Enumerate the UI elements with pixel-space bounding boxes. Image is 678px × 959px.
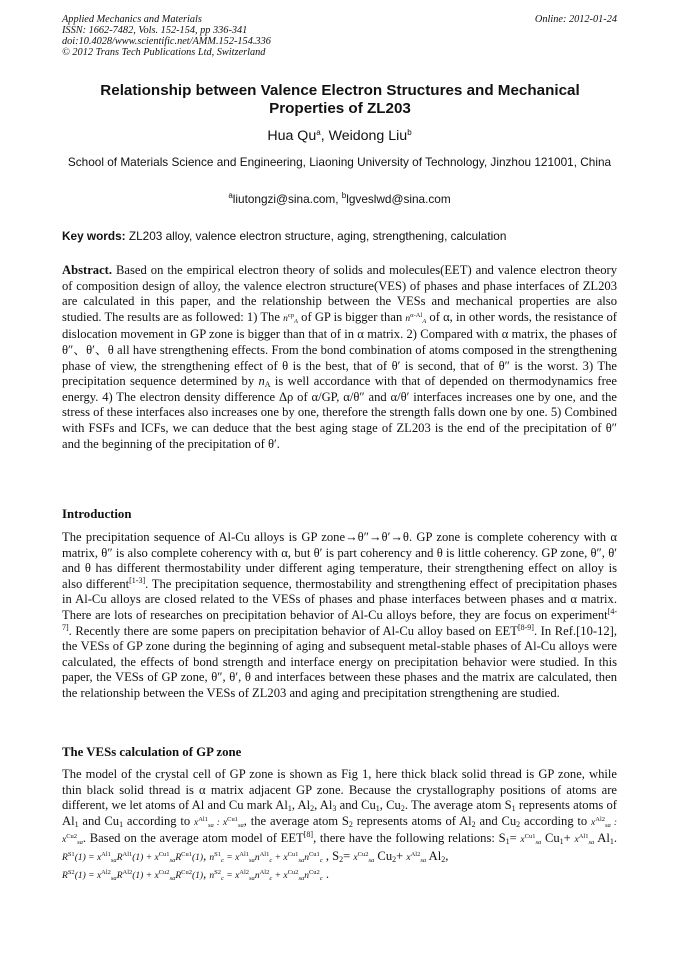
ves-text-20: .	[613, 831, 617, 846]
sub-al2-b: 2	[471, 819, 476, 829]
ratio1-sub2: sa	[238, 821, 244, 829]
ratio2-sub1: sa	[605, 821, 611, 829]
sub-al1: 1	[287, 804, 292, 814]
intro-part-2: . The precipitation sequence, thermostability and strengthening effect of precipitation phases in Al-Cu alloys are closed related to the VESs of phases and phase interfaces between phases and α matrix. There are lots of researches on precipitation behavior of Al-Cu alloys before, they are focus on experiment	[62, 576, 617, 622]
nc2-n2-sub: c	[269, 874, 273, 882]
ratio2-sub2: sa	[77, 839, 83, 847]
rs2-arg: (1)	[74, 870, 86, 881]
keywords	[62, 229, 617, 243]
sub-al2: 2	[310, 804, 315, 814]
author-1-mark: a	[316, 128, 321, 137]
nc-s1-formula	[209, 850, 323, 864]
nc1-n: n	[209, 852, 215, 863]
author-separator: ,	[320, 128, 329, 144]
abstract-part-3: of α, in other words, the resistance of dislocation movement in GP zone is bigger than that of in α matrix. 2) Compared with α matrix, the phases of θ″、θ′、θ all have strengthening effects. From the bond combination of atoms composed in the strengthening phase of view, the strengthening effect of θ is the best, that of θ′ is second, that of θ″ is the worst. 3) The precipitation sequence determined by	[62, 309, 617, 389]
ves-text-8: and Cu	[78, 813, 120, 828]
n-aal-sup: α-Al	[410, 311, 423, 319]
nc1-n2-sup: Al1	[259, 850, 270, 858]
ves-text-28: ,	[203, 866, 210, 881]
rs1-sup: S1	[67, 850, 75, 858]
nc2-n2-sup: Al2	[259, 868, 270, 876]
nc1-eq: =	[223, 852, 236, 863]
abstract-part-2: of GP is bigger than	[298, 309, 406, 324]
rs1-x2: x	[154, 852, 159, 863]
nc2-n3: n	[304, 870, 309, 881]
rs2-r: R	[62, 870, 68, 881]
nc1-n2: n	[254, 852, 260, 863]
nc-s2-formula	[209, 868, 323, 882]
n-aal-sub: A	[422, 317, 427, 325]
s2-x-cu-term	[353, 850, 375, 864]
email-a[interactable]: liutongzi@sina.com	[232, 192, 336, 206]
ves-text-6: . The average atom S	[404, 798, 512, 813]
nc1-x1-sup: Al1	[239, 850, 250, 858]
rs2-x2-sup: Cu2	[158, 868, 170, 876]
r-s1-formula	[62, 850, 204, 864]
ratio1-sup2: Cu1	[227, 815, 239, 823]
email-b-mark: b	[341, 191, 347, 200]
nc1-n3-sub: c	[319, 856, 323, 864]
ves-text-21: ,	[203, 848, 210, 863]
introduction-heading: Introduction	[62, 507, 132, 521]
author-line	[62, 128, 617, 144]
s1-x-cu-term	[520, 835, 541, 845]
ves-text-27: ,	[445, 848, 449, 863]
ves-text-5: , Cu	[379, 798, 401, 813]
s1-cu-x: x	[520, 835, 525, 846]
ves-text-1: The model of the crystal cell of GP zone is shown as Fig 1, here thick black solid thread is GP zone, while thin black solid thread is α matrix adjacent GP zone. Because the crystallography positions of atoms are different, we let atoms of Al and Cu mark Al	[62, 767, 617, 813]
rs1-x2-sup: Cu1	[158, 850, 170, 858]
nc2-x1-sup: Al2	[239, 868, 250, 876]
sub-s2-eq: 2	[339, 854, 344, 864]
copyright-line: © 2012 Trans Tech Publications Ltd, Switzerland	[62, 47, 266, 58]
email-separator: ,	[335, 192, 342, 206]
rs1-arg3: (1)	[192, 852, 204, 863]
abstract-part-1: Based on the empirical electron theory of solids and molecules(EET) and valence electron theory of composition design of alloy, the valence electron structure(VES) of phases and phase interfaces of ZL203 are calculated in this paper, and the relationship between the VESs and mechanical properties are also studied. The results are as followed: 1) The	[62, 263, 617, 324]
introduction-body	[62, 530, 617, 702]
nc2-x2: x	[283, 870, 288, 881]
rs1-r3: R	[175, 852, 182, 863]
citation-4-7[interactable]: [4-7]	[62, 606, 617, 632]
rs2-arg3: (1)	[192, 870, 204, 881]
s2-cu-x: x	[353, 852, 358, 863]
sub-al3: 3	[332, 804, 337, 814]
nc1-n2-sub: c	[269, 856, 273, 864]
ves-text-18: +	[563, 831, 575, 846]
s2-al-sup: Al2	[410, 850, 421, 858]
sub-al2-eq: 2	[441, 854, 446, 864]
rs1-x1-sup: Al1	[101, 850, 111, 858]
abstract-part-4: is well accordance with that of depended on thermodynamics free energy. 4) The electron density difference Δρ of α/GP, α/θ″ and α/θ′ interfaces increases one by one, and the stress of these interfaces also increases one by one, therefore the strength falls down one by one. 5) Combined with FSFs and ICFs, we can deduce that the best aging stage of ZL203 is the end of the precipitation of θ″ and the beginning of the precipitation of θ′.	[62, 374, 617, 451]
rs2-arg2: (1)	[132, 870, 144, 881]
ves-text-10: , the average atom S	[243, 813, 349, 828]
ratio2-sup1: Al2	[595, 815, 606, 823]
ratio1-x1: x	[193, 817, 199, 828]
nc2-sup: S2	[214, 868, 221, 876]
rs2-r2-sup: Al2	[122, 868, 133, 876]
author-2: Weidong Liu	[328, 128, 408, 144]
ves-text-22: , S	[322, 848, 340, 863]
keywords-label: Key words:	[62, 229, 126, 243]
rs1-r2-sup: Al1	[122, 850, 133, 858]
sub-s1-eq: 1	[505, 837, 510, 847]
issn-line: ISSN: 1662-7482, Vols. 152-154, pp 336-341	[62, 25, 248, 36]
sub-cu2-eq: 2	[392, 854, 397, 864]
ves-text-15: , there have the following relations: S	[313, 831, 506, 846]
sub-cu1-b: 1	[119, 819, 124, 829]
s2-cu-sup: Cu2	[357, 850, 369, 858]
ratio2-colon: :	[610, 817, 617, 828]
rs1-r: R	[62, 852, 68, 863]
ves-text-14: . Based on the average atom model of EET	[82, 831, 304, 846]
s1-x-al-term	[574, 835, 594, 845]
ves-text-25: +	[396, 848, 407, 863]
s2-al-x: x	[406, 852, 411, 863]
sub-cu1: 1	[375, 804, 380, 814]
n-cp-sub: A	[294, 317, 298, 325]
s1-cu-sub: sa	[535, 839, 542, 847]
nA-sub: A	[264, 380, 271, 390]
journal-name: Applied Mechanics and Materials	[62, 14, 202, 25]
nc2-x1-sub: sa	[249, 874, 255, 882]
rs1-plus: +	[143, 852, 155, 863]
keywords-text: ZL203 alloy, valence electron structure, aging, strengthening, calculation	[125, 229, 507, 243]
ves-text-2: , Al	[291, 798, 311, 813]
ves-text-3: , Al	[314, 798, 333, 813]
rs1-r3-sup: Cu1	[181, 850, 192, 858]
s2-x-al-term	[406, 850, 427, 864]
rs1-x2-sub: sa	[169, 856, 176, 864]
ratio2-x2: x	[62, 835, 67, 846]
s2-cu-sub: sa	[368, 856, 375, 864]
sub-al1-b: 1	[74, 819, 79, 829]
abstract	[62, 263, 617, 452]
author-1: Hua Qu	[267, 128, 317, 144]
n-alpha-al-symbol	[405, 311, 427, 325]
nA-n: n	[258, 374, 265, 389]
rs2-r3: R	[175, 870, 182, 881]
nc2-x1: x	[235, 870, 240, 881]
rs2-plus: +	[143, 870, 155, 881]
citation-8[interactable]: [8]	[303, 830, 314, 840]
nc1-x1: x	[235, 852, 240, 863]
rs2-sup: S2	[67, 868, 75, 876]
ves-text-7: represents atoms of Al	[62, 798, 617, 828]
nc1-plus: +	[272, 852, 284, 863]
ves-text-19: Al	[594, 831, 610, 846]
ratio1-sup1: Al1	[198, 815, 208, 823]
rs2-x1-sub: sa	[110, 874, 117, 882]
ves-text-23: =	[343, 848, 354, 863]
ves-section-heading: The VESs calculation of GP zone	[62, 745, 242, 759]
sub-cu1-eq: 1	[559, 837, 564, 847]
ratio1-colon: :	[213, 817, 223, 828]
rs1-x1-sub: sa	[110, 856, 117, 864]
ves-section-body	[62, 767, 617, 884]
journal-header	[62, 14, 617, 58]
s1-cu-sup: Cu1	[524, 833, 536, 841]
nc1-n3: n	[304, 852, 309, 863]
nc1-n3-sup: Cu1	[308, 850, 320, 858]
r-s2-formula	[62, 868, 204, 882]
nc2-eq: =	[223, 870, 236, 881]
ratio1-x2: x	[222, 817, 228, 828]
abstract-label: Abstract.	[62, 263, 113, 277]
rs2-x2-sub: sa	[169, 874, 176, 882]
nc2-n3-sub: c	[319, 874, 323, 882]
s1-al-x: x	[574, 835, 579, 846]
ves-text-13: according to	[520, 813, 592, 828]
doi-line: doi:10.4028/www.scientific.net/AMM.152-154.336	[62, 36, 271, 47]
nc1-x2-sub: sa	[298, 856, 305, 864]
nc1-sup: S1	[214, 850, 221, 858]
rs2-x1-sup: Al2	[101, 868, 111, 876]
rs2-r3-sup: Cu2	[181, 868, 192, 876]
email-b[interactable]: lgveslwd@sina.com	[346, 192, 451, 206]
ves-text-9: according to	[123, 813, 194, 828]
citation-1-3[interactable]: [1-3]	[129, 575, 146, 585]
rs1-arg: (1)	[74, 852, 86, 863]
intro-part-4: . In Ref.[10-12], the VESs of GP zone during the beginning of aging and subsequent metal-stable phases of Al-Cu alloys were calculated, the effects of bond strength and interface energy on precipitation behavior were studied. In this paper, the VESs of GP zone, θ″, θ′, θ and interfaces between these phases and the matrix are calculated, then the relationship between the VESs of ZL203 and aging and precipitation strengthening are studied.	[62, 623, 618, 700]
citation-8-9[interactable]: [8-9]	[517, 622, 534, 632]
ves-text-12: and Cu	[475, 813, 517, 828]
ratio2-x1: x	[591, 817, 596, 828]
rs1-r2: R	[116, 852, 123, 863]
ves-text-16: =	[509, 831, 521, 846]
email-a-mark: a	[228, 191, 233, 200]
nc2-x2-sup: Cu2	[287, 868, 299, 876]
online-date: Online: 2012-01-24	[534, 14, 617, 25]
s1-al-sub: sa	[588, 839, 595, 847]
rs2-x2: x	[154, 870, 159, 881]
nc1-x1-sub: sa	[249, 856, 255, 864]
ves-text-26: Al	[426, 848, 442, 863]
rs2-x1: x	[96, 870, 102, 881]
n-cp-n: n	[283, 313, 288, 324]
ratio-1-formula	[193, 815, 244, 829]
nc2-x2-sub: sa	[298, 874, 305, 882]
n-aal-n: n	[405, 313, 411, 324]
n-cp-sup: cp	[287, 311, 295, 319]
n-cp-symbol	[283, 311, 298, 325]
nc2-n2: n	[254, 870, 260, 881]
sub-cu2-b: 2	[516, 819, 521, 829]
rs1-x1: x	[96, 852, 102, 863]
ratio2-sup2: Cu2	[66, 833, 78, 841]
sub-s1: 1	[511, 804, 516, 814]
author-2-mark: b	[407, 128, 412, 137]
rs1-eq: =	[85, 852, 97, 863]
paper-title: Relationship between Valence Electron Structures and Mechanical Properties of ZL203	[100, 82, 580, 117]
sub-al1-eq: 1	[609, 837, 614, 847]
ves-text-11: represents atoms of Al	[352, 813, 472, 828]
ratio1-sub1: sa	[207, 821, 214, 829]
nc2-sub: c	[221, 874, 224, 882]
sub-cu2: 2	[400, 804, 405, 814]
nc1-x2-sup: Cu1	[287, 850, 299, 858]
intro-part-3: . Recently there are some papers on precipitation behavior of Al-Cu alloy based on EET	[68, 623, 518, 638]
sub-s2: 2	[348, 819, 353, 829]
nc2-plus: +	[272, 870, 284, 881]
nc1-x2: x	[283, 852, 288, 863]
rs2-r2: R	[116, 870, 123, 881]
nc1-sub: c	[221, 856, 224, 864]
s2-al-sub: sa	[420, 856, 427, 864]
ves-text-29: .	[322, 866, 329, 881]
nc2-n3-sup: Cu2	[308, 868, 320, 876]
affiliation: School of Materials Science and Engineering, Liaoning University of Technology, Jinzhou 121001, China	[67, 155, 612, 169]
ves-text-17: Cu	[541, 831, 560, 846]
intro-part-1: The precipitation sequence of Al-Cu alloys is GP zone→θ″→θ′→θ. GP zone is complete coherency with α matrix, θ″ is also complete coherency with α, but θ′ is part coherency and θ is little coherency. GP zone, θ″, θ′ and θ has different thermostability under different aging temperature, their strengthening effect on alloy is also different	[62, 530, 617, 591]
nc2-n: n	[209, 870, 215, 881]
s1-al-sup: Al1	[578, 833, 589, 841]
ves-text-4: and Cu	[336, 798, 376, 813]
ves-text-24: Cu	[374, 848, 393, 863]
email-line	[62, 192, 617, 206]
rs1-arg2: (1)	[132, 852, 144, 863]
rs2-eq: =	[85, 870, 97, 881]
